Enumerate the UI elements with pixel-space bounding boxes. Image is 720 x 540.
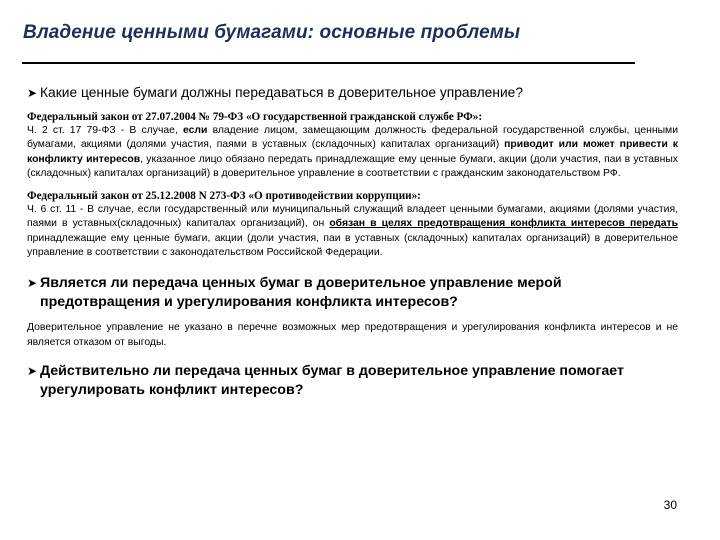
arrow-bullet-icon: ➤ — [27, 363, 38, 378]
slide-title: Владение ценными бумагами: основные проблемы — [23, 22, 521, 43]
law-1-text-d: приводит или может привести к конфликту интересов — [27, 139, 678, 165]
page-number: 30 — [663, 498, 677, 512]
law-2-paragraph — [27, 203, 678, 260]
answer-2-text: Доверительное управление не указано в перечне возможных мер предотвращения и урегулирования конфликта интересов и не является отказом от выгоды. — [27, 322, 678, 348]
law-1-paragraph — [27, 124, 678, 181]
law-1-text-a: Ч. 2 ст. 17 79-ФЗ - В случае, — [27, 125, 183, 136]
question-2-text: Является ли передача ценных бумаг в доверительное управление мерой предотвращения и урегулирования конфликта интересов? — [40, 275, 562, 311]
question-1-text: Какие ценные бумаги должны передаваться в доверительное управление? — [40, 85, 524, 100]
law-1-title: Федеральный закон от 27.07.2004 № 79-ФЗ «О государственной гражданской службе РФ»: — [27, 111, 483, 123]
question-1 — [27, 84, 678, 102]
slide-content — [27, 84, 678, 400]
arrow-bullet-icon: ➤ — [27, 276, 38, 291]
law-2-text-c: принадлежащие ему ценные бумаги, акции (доли участия, паи в уставных (складочных) капиталах организаций) в доверительное управление в соответствии с законодательством Российской Федерации. — [27, 232, 678, 259]
law-1-text-e: , указанное лицо обязано передать принадлежащие ему ценные бумаги, акции (доли участия, паи в уставных (складочных) капиталах организаций) в доверительное управление в соответствии с гражданским законодательством РФ. — [27, 153, 678, 179]
question-2 — [27, 274, 678, 312]
law-2-text-b: обязан в целях предотвращения конфликта интересов передать — [329, 218, 678, 230]
title-divider — [22, 62, 635, 64]
law-2-text-a: Ч. 6 ст. 11 - В случае, если государственный или муниципальный служащий владеет ценными бумагами, акциями (долями участия, паями в уставных(складочных) капиталах организаций), он — [27, 204, 678, 230]
question-3 — [27, 362, 678, 400]
law-1-text-b: если — [182, 125, 208, 136]
arrow-bullet-icon: ➤ — [27, 86, 38, 100]
law-1-text-c: владение лицом, замещающим должность федеральной государственной службы, ценными бумагами, акциями (долями участия, паями в уставных (складочных) капиталах организаций) — [27, 125, 678, 151]
question-3-text: Действительно ли передача ценных бумаг в доверительное управление помогает урегулировать конфликт интересов? — [40, 362, 624, 398]
law-2-title: Федеральный закон от 25.12.2008 N 273-ФЗ «О противодействии коррупции»: — [27, 190, 421, 203]
